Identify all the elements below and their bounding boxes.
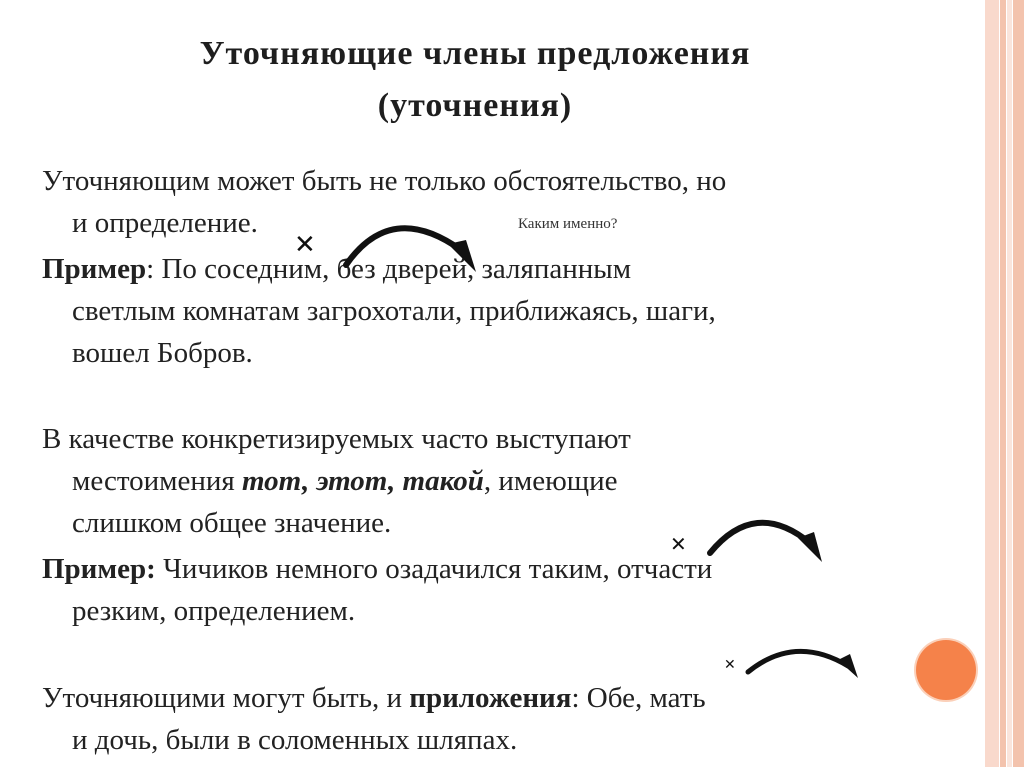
x-mark-icon: ✕ xyxy=(724,657,736,673)
paragraph-definition xyxy=(42,160,962,244)
example-text: резким, определением. xyxy=(72,595,356,627)
decor-stripe xyxy=(1013,0,1024,767)
paragraph-line: и дочь, были в соломенных шляпах. xyxy=(72,724,518,756)
title-line-2: (уточнения) xyxy=(377,87,573,124)
curved-arrow-icon xyxy=(700,508,830,568)
curved-arrow-icon xyxy=(740,640,865,685)
paragraph-appositions xyxy=(42,677,962,761)
example-label: Пример: xyxy=(42,553,156,585)
paragraph-text: местоимения xyxy=(72,465,242,497)
example-text: Чичиков немного озадачился таким, отчасти xyxy=(155,553,713,585)
question-hint: Каким именно? xyxy=(518,216,618,232)
example-1 xyxy=(42,248,962,374)
paragraph-line: В качестве конкретизируемых часто выступают xyxy=(42,423,631,455)
example-colon: : xyxy=(146,253,155,285)
example-text: вошел Бобров. xyxy=(72,337,253,369)
paragraph-text: , имеющие xyxy=(483,465,618,497)
decor-stripe xyxy=(985,0,999,767)
decor-stripe xyxy=(1007,0,1012,767)
paragraph-line: Уточняющим может быть не только обстоятельство, но xyxy=(42,165,727,197)
slide-title xyxy=(0,28,950,132)
example-text: светлым комнатам загрохотали, приближаясь, шаги, xyxy=(72,295,716,327)
bold-term: приложения xyxy=(409,682,572,714)
curved-arrow-icon xyxy=(336,210,486,280)
paragraph-text: : Обе, мать xyxy=(571,682,706,714)
decor-stripe xyxy=(1000,0,1006,767)
paragraph-line: и определение. xyxy=(72,207,258,239)
emphasized-pronouns: тот, этот, такой xyxy=(241,465,484,497)
paragraph-line: слишком общее значение. xyxy=(72,507,392,539)
paragraph-text: Уточняющими могут быть, и xyxy=(42,682,410,714)
title-line-1: Уточняющие члены предложения xyxy=(199,35,751,72)
example-label: Пример xyxy=(42,253,147,285)
example-text: По соседним, без дверей, заляпанным xyxy=(154,253,632,285)
x-mark-icon: ✕ xyxy=(670,532,687,556)
x-mark-icon: ✕ xyxy=(294,230,316,260)
